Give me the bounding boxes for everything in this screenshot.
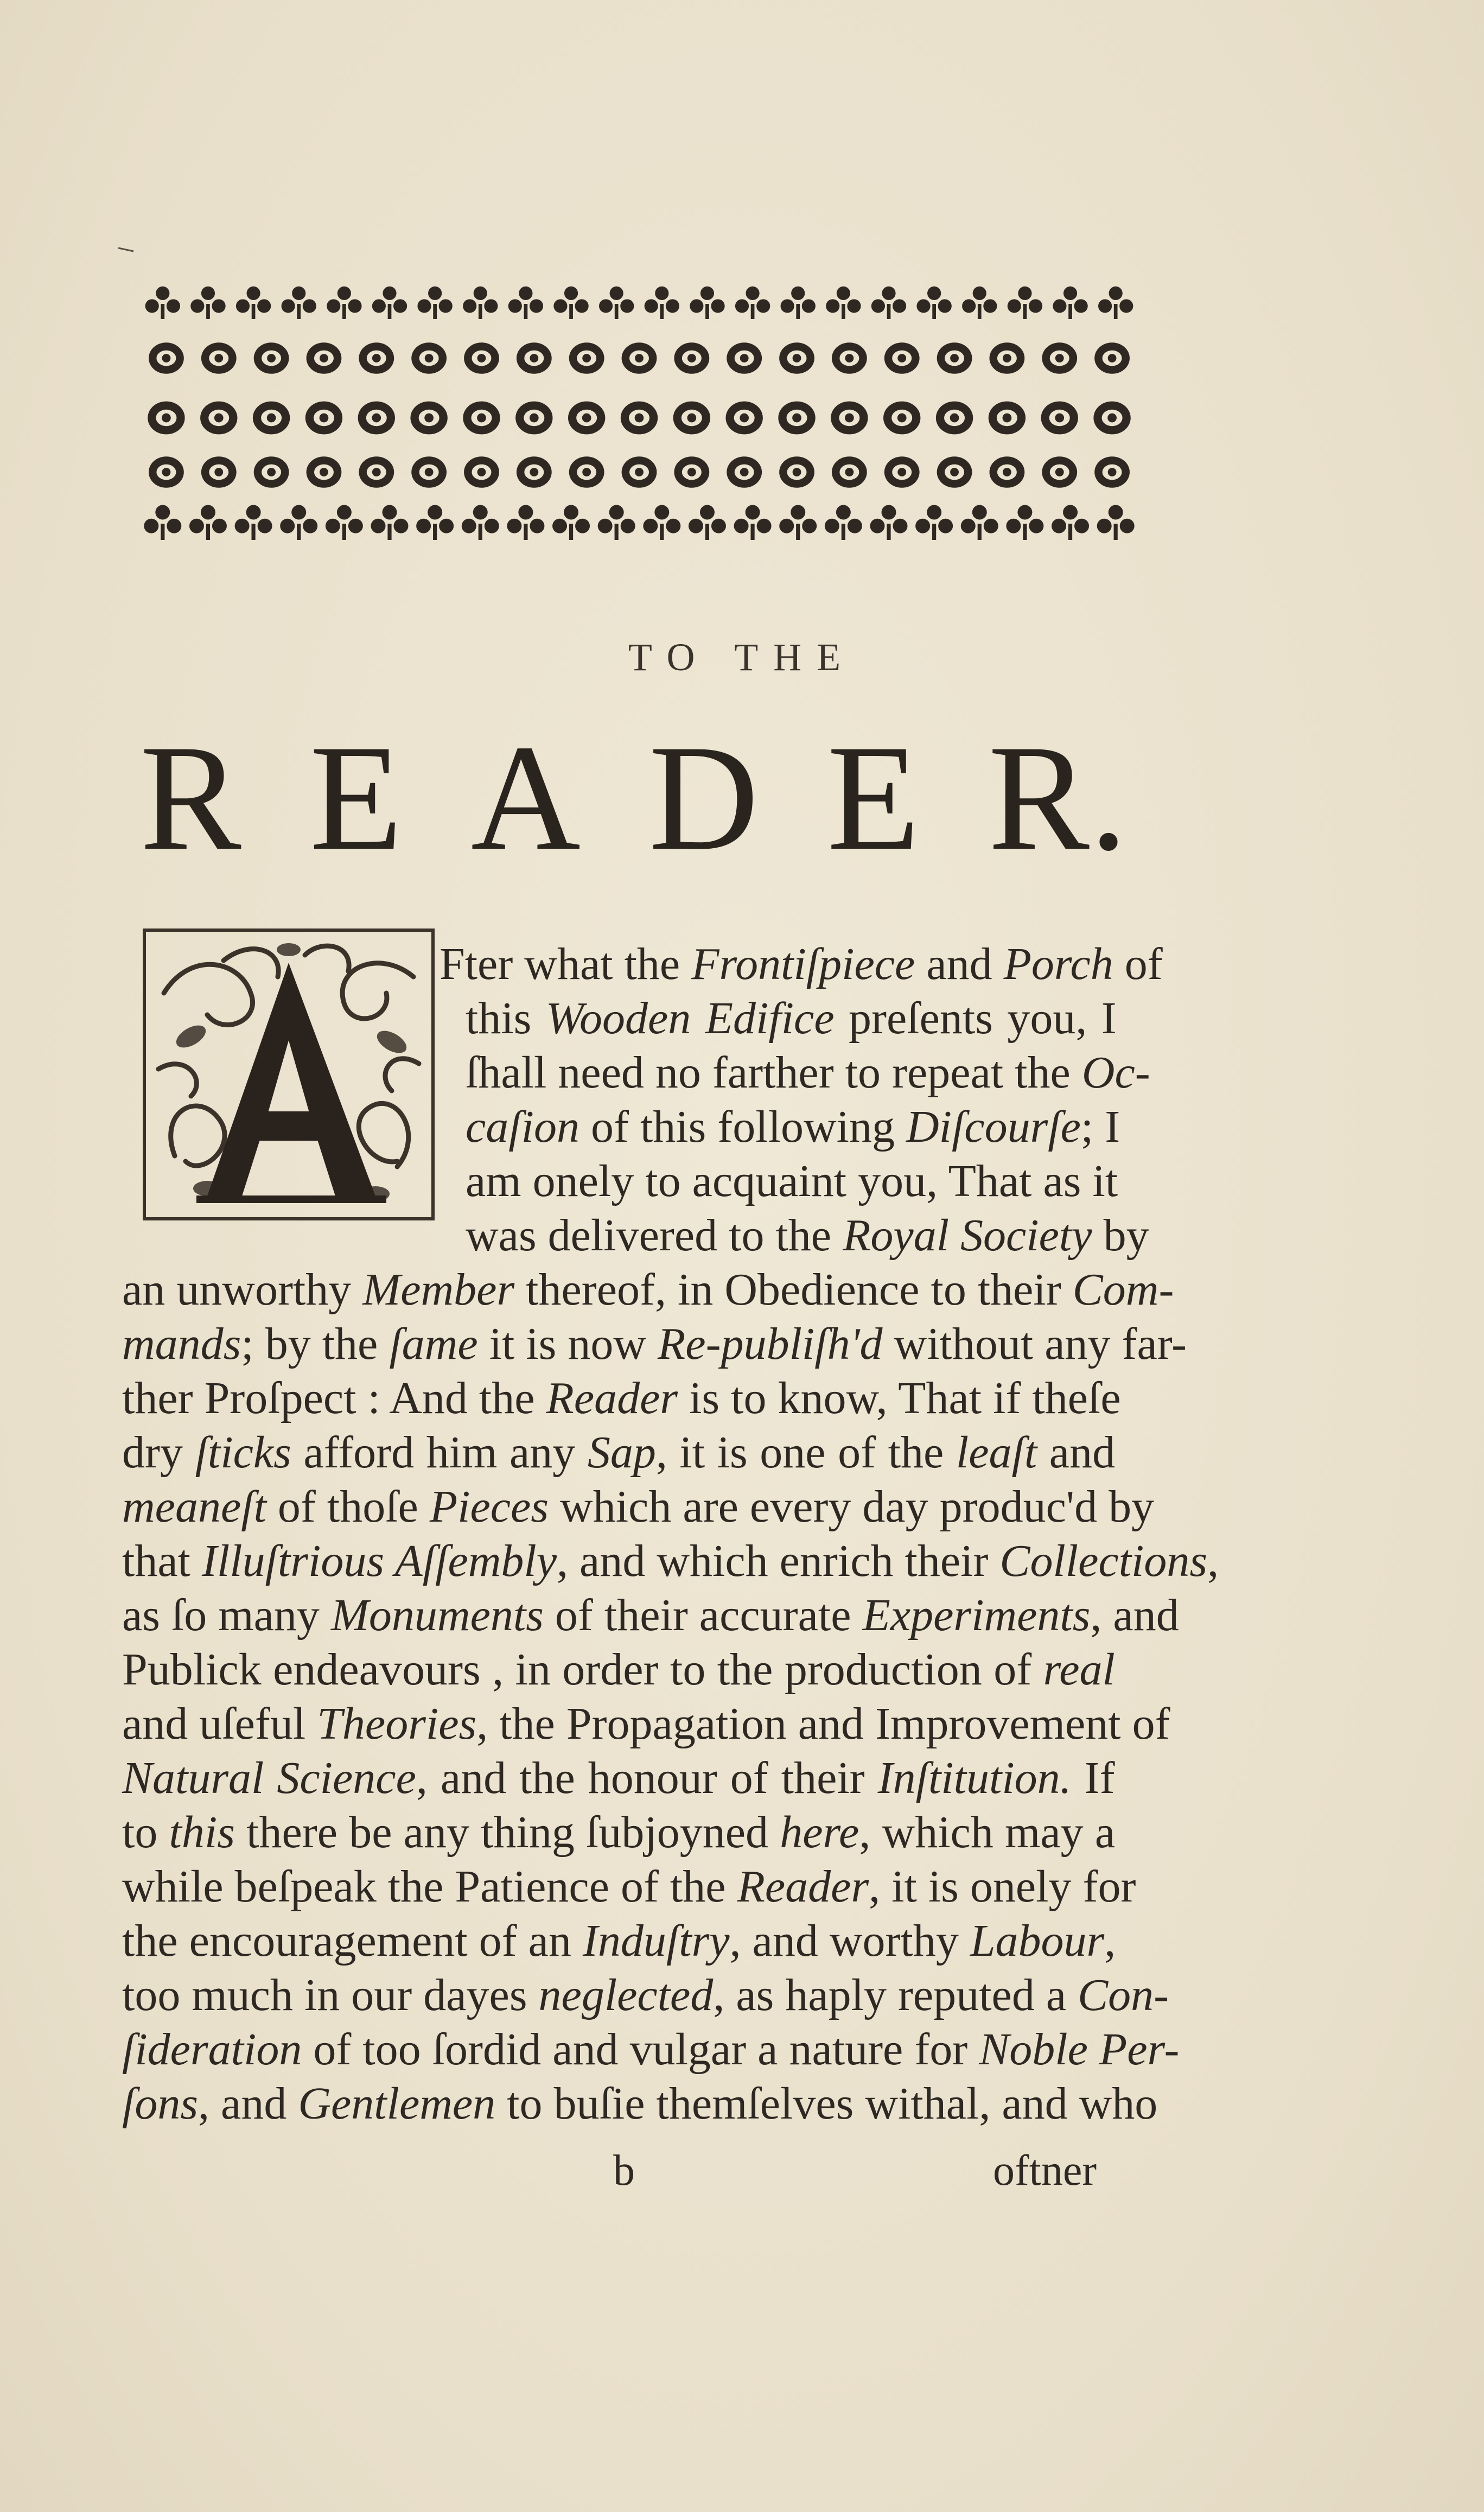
italic-word: Theories xyxy=(317,1699,477,1749)
fleuron-ornament xyxy=(831,402,868,435)
text-run: ; by the xyxy=(241,1319,390,1369)
text-run: dry xyxy=(122,1427,195,1478)
fleuron-ornament xyxy=(871,287,906,319)
fleuron-ornament xyxy=(825,505,862,540)
fleuron-ornament xyxy=(463,287,498,319)
fleuron-ornament xyxy=(200,402,237,435)
heading-to-the: TO THE xyxy=(628,635,856,679)
fleuron-ornament xyxy=(673,402,710,435)
italic-word: Frontiſpiece xyxy=(691,939,915,989)
text-line xyxy=(122,1481,1155,1532)
italic-word: Noble Per- xyxy=(979,2024,1180,2075)
italic-word: leaſt xyxy=(956,1427,1037,1478)
text-line xyxy=(466,1156,1118,1206)
fleuron-ornament xyxy=(569,342,604,374)
text-run: , xyxy=(1207,1536,1219,1586)
italic-word: Natural Science xyxy=(122,1753,416,1803)
decorated-initial-a-icon xyxy=(142,928,435,1221)
text-run: to buſie themſelves withal, and who xyxy=(495,2078,1158,2129)
fleuron-ornament xyxy=(727,342,762,374)
fleuron-ornament xyxy=(1093,402,1130,435)
fleuron-ornament xyxy=(781,287,816,319)
fleuron-ornament xyxy=(621,402,658,435)
text-line xyxy=(122,1918,1116,1964)
italic-word: ſons xyxy=(122,2078,199,2129)
text-line xyxy=(466,993,1117,1044)
text-run: , and which enrich their xyxy=(557,1536,1000,1586)
italic-word: Inſtitution. xyxy=(877,1753,1072,1803)
fleuron-ornament xyxy=(411,342,447,374)
text-run: of their accurate xyxy=(543,1590,863,1640)
text-run: there be any thing ſubjoyned xyxy=(234,1807,780,1858)
heading-letter: E xyxy=(309,713,403,882)
fleuron-ornament xyxy=(1094,342,1130,374)
fleuron-ornament xyxy=(201,342,237,374)
italic-word: this xyxy=(169,1807,235,1858)
heading-letter: A xyxy=(470,713,581,882)
fleuron-ornament xyxy=(280,505,317,540)
fleuron-ornament xyxy=(464,456,499,488)
italic-word: here xyxy=(780,1807,859,1858)
fleuron-ornament xyxy=(725,402,762,435)
text-run: too much in our dayes xyxy=(122,1970,539,2020)
fleuron-ornament xyxy=(254,456,289,488)
italic-word: Con- xyxy=(1078,1970,1169,2020)
text-line xyxy=(122,1538,1219,1584)
fleuron-ornament xyxy=(372,287,407,319)
fleuron-ornament xyxy=(915,505,953,540)
fleuron-ornament xyxy=(462,505,499,540)
fleuron-ornament xyxy=(201,456,237,488)
fleuron-ornament xyxy=(507,505,544,540)
fleuron-ornament xyxy=(568,402,605,435)
fleuron-ornament xyxy=(508,287,543,319)
text-line xyxy=(122,1427,1116,1478)
heading-letter: D xyxy=(648,713,759,882)
italic-word: meaneſt xyxy=(122,1481,266,1532)
text-run: ther Proſpect : And the xyxy=(122,1373,546,1423)
text-line xyxy=(122,1590,1179,1640)
text-run: , which may a xyxy=(859,1807,1116,1858)
italic-word: ſame xyxy=(389,1319,478,1369)
fleuron-ornament xyxy=(517,342,552,374)
text-run: , xyxy=(1104,1916,1116,1966)
fleuron-ornament xyxy=(1041,402,1078,435)
text-line xyxy=(122,1644,1115,1695)
fleuron-ornament xyxy=(961,505,998,540)
fleuron-ornament xyxy=(464,342,499,374)
fleuron-ornament xyxy=(778,402,815,435)
fleuron-ornament xyxy=(1053,287,1087,319)
italic-word: Reader xyxy=(546,1373,678,1423)
italic-word: Induſtry xyxy=(582,1916,730,1966)
fleuron-ornament xyxy=(734,505,772,540)
fleuron-ornament xyxy=(1097,505,1135,540)
fleuron-ornament xyxy=(305,402,342,435)
fleuron-ornament xyxy=(936,402,973,435)
text-line xyxy=(122,1861,1136,1912)
text-run: Fter what the xyxy=(440,939,692,989)
fleuron-ornament xyxy=(989,456,1024,488)
fleuron-ornament xyxy=(962,287,997,319)
fleuron-ornament xyxy=(735,287,770,319)
fleuron-ornament xyxy=(416,505,454,540)
text-run: , as haply reputed a xyxy=(713,1970,1078,2020)
text-line xyxy=(466,1104,1120,1150)
fleuron-ornament xyxy=(517,456,552,488)
text-line xyxy=(122,1264,1174,1315)
fleuron-ornament xyxy=(884,456,920,488)
fleuron-ornament xyxy=(690,287,724,319)
text-run: and uſeful xyxy=(122,1699,317,1749)
fleuron-ornament xyxy=(622,342,657,374)
fleuron-ornament xyxy=(515,402,552,435)
text-line xyxy=(122,2024,1180,2075)
italic-word: Collections xyxy=(999,1536,1208,1586)
italic-word: caſion xyxy=(466,1102,579,1152)
fleuron-ornament xyxy=(282,287,316,319)
italic-word: Reader xyxy=(737,1861,869,1912)
fleuron-ornament xyxy=(253,402,290,435)
text-run: and xyxy=(1037,1427,1116,1478)
text-line xyxy=(122,1373,1121,1423)
fleuron-ornament xyxy=(553,287,588,319)
fleuron-ornament xyxy=(1042,342,1077,374)
fleuron-ornament xyxy=(1006,505,1043,540)
text-line xyxy=(122,1753,1115,1803)
fleuron-ornament xyxy=(870,505,908,540)
fleuron-ornament xyxy=(254,342,289,374)
fleuron-ornament xyxy=(832,456,867,488)
text-line xyxy=(122,1321,1187,1367)
text-run: , and worthy xyxy=(729,1916,970,1966)
italic-word: Wooden Edifice xyxy=(545,993,835,1044)
fleuron-ornament xyxy=(727,456,762,488)
fleuron-ornament xyxy=(326,505,363,540)
fleuron-ornament xyxy=(989,402,1026,435)
fleuron-ornament xyxy=(148,402,184,435)
text-run: of this following xyxy=(579,1102,906,1152)
text-run: , and xyxy=(198,2078,298,2129)
fleuron-ornament xyxy=(883,402,920,435)
text-run: as ſo many xyxy=(122,1590,331,1640)
italic-word: ſticks xyxy=(195,1427,291,1478)
text-run: , it is onely for xyxy=(869,1861,1136,1912)
fleuron-ornament xyxy=(417,287,452,319)
text-run: If xyxy=(1071,1753,1115,1803)
fleuron-ornament xyxy=(937,342,972,374)
text-run: , it is one of the xyxy=(655,1427,956,1478)
text-run: by xyxy=(1092,1210,1149,1261)
italic-word: neglected xyxy=(538,1970,714,2020)
fleuron-ornament xyxy=(463,402,500,435)
text-line xyxy=(440,939,1163,989)
fleuron-ornament xyxy=(410,402,447,435)
fleuron-ornament xyxy=(989,342,1024,374)
text-run: thereof, in Obedience to their xyxy=(514,1264,1073,1315)
text-run: Publick endeavours , in order to the production of xyxy=(122,1644,1043,1695)
text-line xyxy=(122,1807,1116,1858)
fleuron-ornament xyxy=(916,287,951,319)
text-run: ; I xyxy=(1080,1102,1120,1152)
fleuron-ornament xyxy=(235,505,272,540)
italic-word: Experiments xyxy=(862,1590,1091,1640)
text-run: and xyxy=(915,939,1004,989)
fleuron-ornament xyxy=(1098,287,1133,319)
fleuron-ornament xyxy=(779,342,814,374)
heading-letter: R. xyxy=(988,713,1128,882)
fleuron-ornament xyxy=(359,456,394,488)
fleuron-ornament xyxy=(1094,456,1130,488)
text-run: to xyxy=(122,1807,169,1858)
italic-word: Diſcourſe xyxy=(906,1102,1081,1152)
text-run: was delivered to the xyxy=(466,1210,843,1261)
text-run: is to know, That if theſe xyxy=(678,1373,1121,1423)
heading-reader xyxy=(140,713,1128,882)
margin-mark xyxy=(118,244,135,250)
fleuron-ornament xyxy=(689,505,726,540)
text-run: of too ſordid and vulgar a nature for xyxy=(302,2024,979,2075)
catchword: oftner xyxy=(993,2147,1097,2195)
fleuron-ornament xyxy=(826,287,861,319)
fleuron-ornament xyxy=(832,342,867,374)
italic-word: Member xyxy=(362,1264,515,1315)
fleuron-ornament xyxy=(307,342,342,374)
text-run: this xyxy=(466,993,546,1044)
fleuron-ornament xyxy=(598,505,635,540)
fleuron-ornament xyxy=(552,505,590,540)
text-run: afford him any xyxy=(291,1427,588,1478)
italic-word: Pieces xyxy=(429,1481,549,1532)
fleuron-ornament xyxy=(1008,287,1042,319)
text-run: an unworthy xyxy=(122,1264,363,1315)
text-run: which are every day produc'd by xyxy=(549,1481,1155,1532)
italic-word: mands xyxy=(122,1319,241,1369)
heading-letter: E xyxy=(827,713,920,882)
italic-word: Monuments xyxy=(330,1590,544,1640)
text-run: that xyxy=(122,1536,202,1586)
italic-word: Labour xyxy=(970,1916,1105,1966)
fleuron-ornament xyxy=(569,456,604,488)
text-run: of thoſe xyxy=(266,1481,430,1532)
fleuron-ornament xyxy=(307,456,342,488)
text-line xyxy=(122,1970,1169,2020)
text-run: the encouragement of an xyxy=(122,1916,583,1966)
text-run: , and the honour of their xyxy=(416,1753,878,1803)
text-line xyxy=(122,2078,1158,2129)
text-run: without any far- xyxy=(882,1319,1187,1369)
text-run: am onely to acquaint you, That as it xyxy=(466,1156,1118,1206)
fleuron-ornament xyxy=(236,287,271,319)
fleuron-ornament xyxy=(144,505,181,540)
italic-word: Gentlemen xyxy=(298,2078,496,2129)
text-line xyxy=(122,1701,1170,1747)
fleuron-ornament xyxy=(599,287,634,319)
text-run: of xyxy=(1113,939,1163,989)
fleuron-ornament xyxy=(779,505,817,540)
text-run: it is now xyxy=(477,1319,658,1369)
italic-word: Re-publiſh'd xyxy=(658,1319,883,1369)
signature-mark: b xyxy=(613,2147,635,2195)
fleuron-ornament xyxy=(779,456,814,488)
fleuron-ornament xyxy=(622,456,657,488)
italic-word: Porch xyxy=(1003,939,1113,989)
fleuron-ornament xyxy=(145,287,180,319)
italic-word: Oc- xyxy=(1081,1047,1150,1098)
text-run: preſents you, I xyxy=(834,993,1117,1044)
fleuron-ornament xyxy=(1052,505,1089,540)
fleuron-ornament xyxy=(411,456,447,488)
italic-word: Illuſtrious Aſſembly xyxy=(201,1536,557,1586)
text-run: , and xyxy=(1090,1590,1179,1640)
italic-word: real xyxy=(1043,1644,1115,1695)
fleuron-ornament xyxy=(149,342,184,374)
fleuron-ornament xyxy=(645,287,679,319)
fleuron-ornament xyxy=(674,342,709,374)
italic-word: Sap xyxy=(587,1427,656,1478)
fleuron-ornament xyxy=(149,456,184,488)
fleuron-ornament xyxy=(190,287,225,319)
ornamental-headpiece xyxy=(140,282,1138,564)
fleuron-ornament xyxy=(643,505,680,540)
fleuron-ornament xyxy=(371,505,409,540)
italic-word: Com- xyxy=(1072,1264,1174,1315)
fleuron-ornament xyxy=(358,402,395,435)
fleuron-ornament xyxy=(1042,456,1077,488)
fleuron-ornament xyxy=(884,342,920,374)
fleuron-ornament xyxy=(327,287,361,319)
heading-letter: R xyxy=(140,713,241,882)
text-run: ſhall need no farther to repeat the xyxy=(466,1047,1082,1098)
text-line xyxy=(466,1047,1150,1098)
italic-word: ſideration xyxy=(122,2024,302,2075)
fleuron-ornament xyxy=(359,342,394,374)
fleuron-ornament xyxy=(674,456,709,488)
fleuron-ornament xyxy=(937,456,972,488)
text-run: , the Propagation and Improvement of xyxy=(476,1699,1170,1749)
text-run: while beſpeak the Patience of the xyxy=(122,1861,737,1912)
fleuron-ornament xyxy=(189,505,227,540)
italic-word: Royal Society xyxy=(843,1210,1092,1261)
text-line xyxy=(466,1210,1149,1261)
